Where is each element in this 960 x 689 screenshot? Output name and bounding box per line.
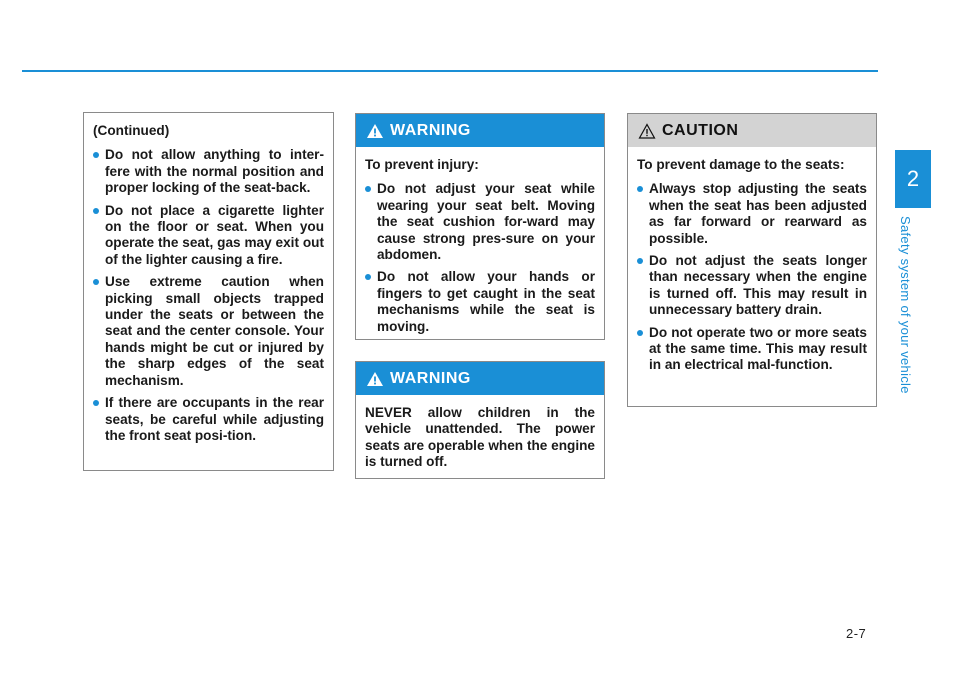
page-number: 2-7 xyxy=(846,626,867,641)
warning-triangle-icon xyxy=(366,371,384,387)
bullet-item: Do not place a cigarette lighter on the floor or seat. When you operate the seat, gas may exit out of the lighter causing a fire. xyxy=(93,203,324,269)
bullet-item: Do not allow anything to inter-fere with the normal position and proper locking of the seat-back. xyxy=(93,147,324,196)
warning-text: NEVER allow children in the vehicle unattended. The power seats are operable when the engine is turned off. xyxy=(365,405,595,470)
caution-header xyxy=(628,114,876,147)
continued-bullet-list xyxy=(93,147,324,444)
chapter-tab xyxy=(895,150,931,208)
bullet-item: Use extreme caution when picking small objects trapped under the seats or between the seat and the center console. Your hands might be cut or injured by the sharp edges of the seat mechanism. xyxy=(93,274,324,389)
warning-box-children xyxy=(355,361,605,479)
caution-bullet-list xyxy=(637,181,867,373)
top-rule xyxy=(22,70,878,72)
warning-box-body xyxy=(356,147,604,349)
warning-intro: To prevent injury: xyxy=(365,157,479,172)
warning-title: WARNING xyxy=(390,121,471,139)
continued-box xyxy=(83,112,334,471)
chapter-title: Safety system of your vehicle xyxy=(898,216,913,394)
bullet-item: Always stop adjusting the seats when the seat has been adjusted as far forward or rearward as possible. xyxy=(637,181,867,247)
warning-title: WARNING xyxy=(390,369,471,387)
warning-bullet-list xyxy=(365,181,595,335)
caution-intro: To prevent damage to the seats: xyxy=(637,157,845,172)
warning-triangle-icon xyxy=(366,123,384,139)
caution-triangle-icon xyxy=(638,123,656,139)
caution-title: CAUTION xyxy=(662,121,739,139)
warning-header xyxy=(356,114,604,147)
caution-box-body xyxy=(628,147,876,388)
warning-box-body xyxy=(356,395,604,479)
continued-box-body xyxy=(84,113,333,458)
warning-header xyxy=(356,362,604,395)
chapter-number: 2 xyxy=(906,166,920,191)
bullet-item: Do not adjust the seats longer than necessary when the engine is turned off. This may result in unnecessary battery drain. xyxy=(637,253,867,319)
warning-box-injury xyxy=(355,113,605,340)
bullet-item: Do not allow your hands or fingers to get caught in the seat mechanisms while the seat is moving. xyxy=(365,269,595,335)
continued-label: (Continued) xyxy=(93,123,170,138)
caution-box xyxy=(627,113,877,407)
bullet-item: Do not adjust your seat while wearing your seat belt. Moving the seat cushion for-ward may cause strong pres-sure on your abdomen. xyxy=(365,181,595,263)
bullet-item: If there are occupants in the rear seats, be careful while adjusting the front seat posi-tion. xyxy=(93,395,324,444)
bullet-item: Do not operate two or more seats at the same time. This may result in an electrical mal-function. xyxy=(637,325,867,374)
